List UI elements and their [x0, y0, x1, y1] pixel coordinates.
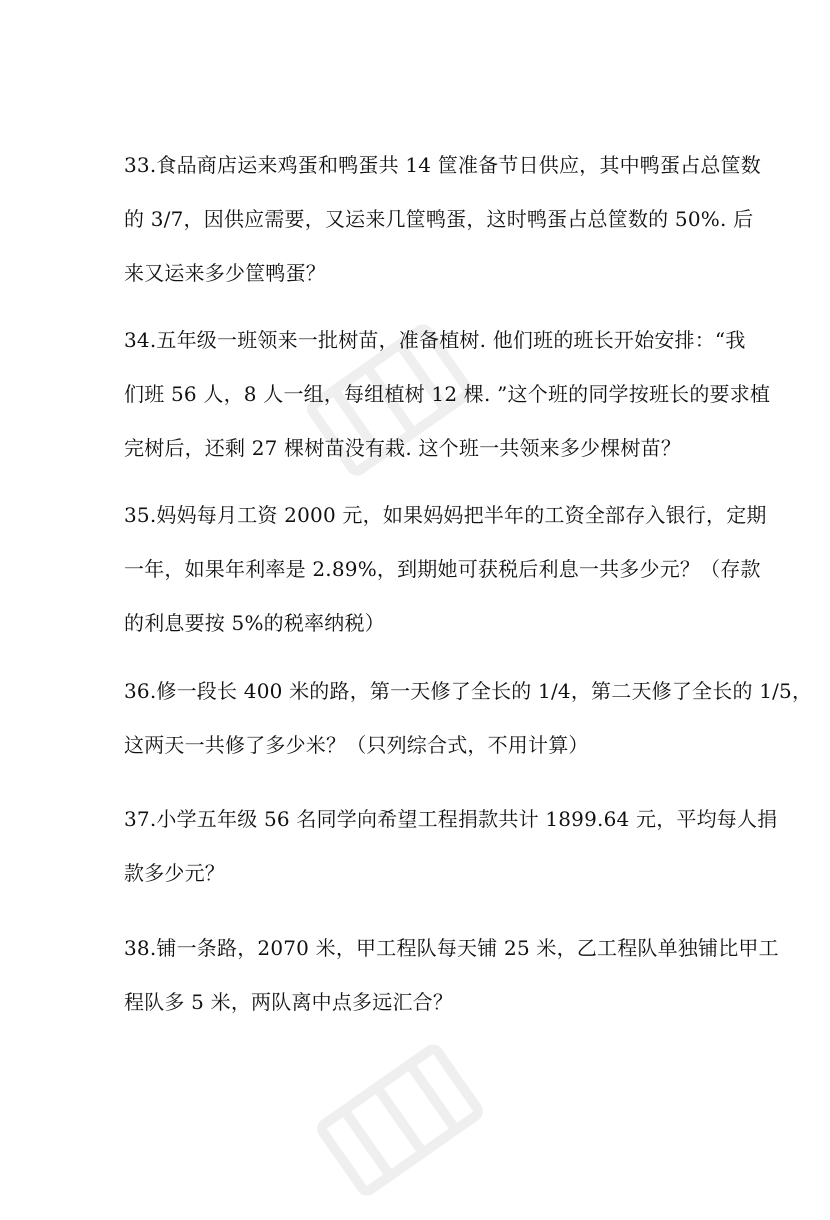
problem-34 [124, 327, 771, 461]
problem-text-line: 程队多 5 米，两队离中点多远汇合？ [124, 990, 454, 1014]
problem-text-line: 36.修一段长 400 米的路，第一天修了全长的 1/4，第二天修了全长的 1/5， [124, 679, 813, 703]
problem-text-line: 37.小学五年级 56 名同学向希望工程捐款共计 1899.64 元，平均每人捐 [124, 807, 778, 831]
problem-text-line: 们班 56 人，8 人一组，每组植树 12 棵. ”这个班的同学按班长的要求植 [124, 382, 771, 406]
problem-text-line: 这两天一共修了多少米？（只列综合式，不用计算） [124, 733, 589, 757]
watermark-logo [300, 1020, 500, 1220]
problem-text-line: 款多少元？ [124, 861, 225, 885]
problem-37 [124, 806, 778, 886]
problem-text-line: 一年，如果年利率是 2.89%，到期她可获税后利息一共多少元？（存款 [124, 557, 761, 581]
problem-text-line: 的利息要按 5%的税率纳税） [124, 611, 385, 635]
problem-38 [124, 935, 779, 1015]
problem-36 [124, 678, 813, 758]
problem-35 [124, 502, 767, 636]
problem-text-line: 的 3/7，因供应需要，又运来几筐鸭蛋，这时鸭蛋占总筐数的 50%. 后 [124, 207, 754, 231]
problem-text-line: 35.妈妈每月工资 2000 元，如果妈妈把半年的工资全部存入银行，定期 [124, 503, 767, 527]
problem-text-line: 来又运来多少筐鸭蛋？ [124, 261, 326, 285]
problem-text-line: 33.食品商店运来鸡蛋和鸭蛋共 14 筐准备节日供应，其中鸭蛋占总筐数 [124, 153, 761, 177]
problem-text-line: 34.五年级一班领来一批树苗，准备植树. 他们班的班长开始安排：“我 [124, 328, 746, 352]
problem-text-line: 38.铺一条路，2070 米，甲工程队每天铺 25 米，乙工程队单独铺比甲工 [124, 936, 779, 960]
problem-33 [124, 152, 761, 286]
problem-text-line: 完树后，还剩 27 棵树苗没有栽. 这个班一共领来多少棵树苗？ [124, 436, 682, 460]
